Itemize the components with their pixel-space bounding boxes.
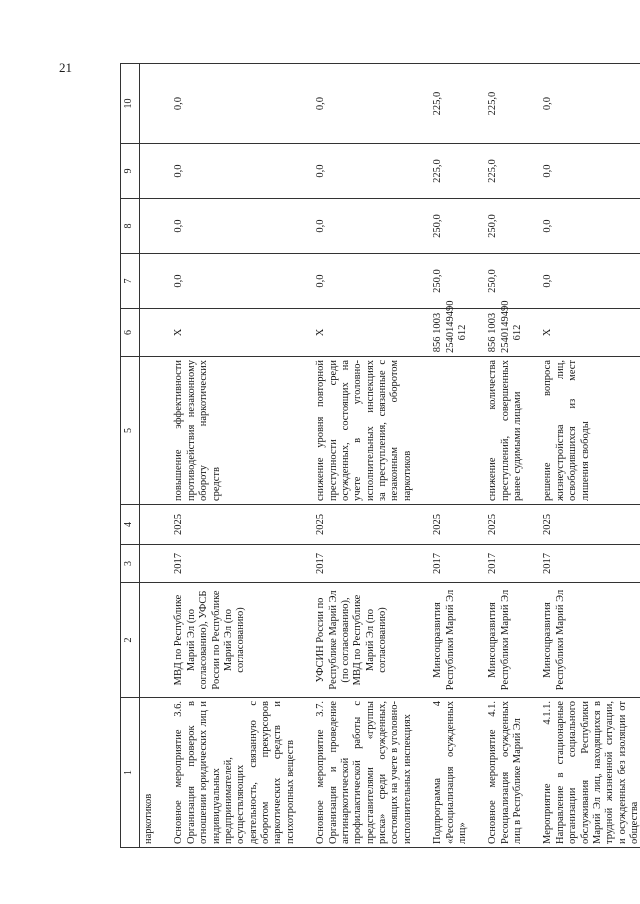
end-year-cell: 2025 xyxy=(530,505,640,545)
column-number: 2 xyxy=(121,583,140,698)
result-cell: снижение уровня повторной преступности среди осужденных, состоящих на учете в уголовно-исполнительных инспекциях за преступления, связанные с незаконным оборотом наркотиков xyxy=(303,357,420,505)
column-number: 5 xyxy=(121,357,140,505)
value-cell: 250,0 xyxy=(475,199,530,254)
start-year-cell: 2017 xyxy=(530,545,640,583)
column-number: 8 xyxy=(121,199,140,254)
result-cell: повышение эффективности противодействия незаконному обороту наркотических средств xyxy=(161,357,303,505)
executor-cell: Минсоцразвития Республики Марий Эл xyxy=(530,583,640,698)
section-header-cell: наркотиков xyxy=(140,698,162,848)
table-row xyxy=(161,64,303,848)
value-cell: 250,0 xyxy=(420,199,475,254)
result-cell: снижение количества преступлений, совершенных ранее судимыми лицами xyxy=(475,357,530,505)
result-cell xyxy=(420,357,475,505)
value-cell: 0,0 xyxy=(530,254,640,309)
budget-code-cell: X xyxy=(303,309,420,357)
budget-code-cell: X xyxy=(530,309,640,357)
rotated-table-container xyxy=(120,64,640,848)
value-cell: 250,0 xyxy=(420,254,475,309)
measure-cell: Подпрограмма 4 «Ресоциализация осужденных лиц» xyxy=(420,698,475,848)
value-cell: 0,0 xyxy=(161,64,303,144)
end-year-cell: 2025 xyxy=(161,505,303,545)
value-cell: 225,0 xyxy=(420,144,475,199)
start-year-cell: 2017 xyxy=(475,545,530,583)
result-cell: решение вопроса жизнеустройства лиц, освободившихся из мест лишения свободы xyxy=(530,357,640,505)
column-number: 3 xyxy=(121,545,140,583)
column-number: 4 xyxy=(121,505,140,545)
measure-cell: Мероприятие 4.1.1. Направление в стационарные организации социального обслуживания Республики Марий Эл лиц, находящихся в трудной жизненной ситуации, и осужденных без изоляции от общества xyxy=(530,698,640,848)
column-number: 9 xyxy=(121,144,140,199)
start-year-cell: 2017 xyxy=(161,545,303,583)
value-cell: 0,0 xyxy=(303,254,420,309)
value-cell: 0,0 xyxy=(303,64,420,144)
value-cell: 0,0 xyxy=(161,144,303,199)
end-year-cell: 2025 xyxy=(420,505,475,545)
table-row xyxy=(530,64,640,848)
value-cell: 0,0 xyxy=(530,144,640,199)
end-year-cell: 2025 xyxy=(475,505,530,545)
budget-code-cell: X xyxy=(161,309,303,357)
value-cell: 225,0 xyxy=(475,64,530,144)
value-cell: 0,0 xyxy=(303,199,420,254)
page-number: 21 xyxy=(59,60,72,75)
measure-cell: Основное мероприятие 3.6. Организация проверок в отношении юридических лиц и индивидуальных предпринимателей, осуществляющих деятельность, связанную с оборотом прекурсоров наркотических средств и психотропных веществ xyxy=(161,698,303,848)
column-number: 1 xyxy=(121,698,140,848)
column-number: 7 xyxy=(121,254,140,309)
value-cell: 225,0 xyxy=(475,144,530,199)
value-cell: 250,0 xyxy=(475,254,530,309)
value-cell: 0,0 xyxy=(530,64,640,144)
executor-cell: УФСИН России по Республике Марий Эл (по согласованию), МВД по Республике Марий Эл (по согласованию) xyxy=(303,583,420,698)
start-year-cell: 2017 xyxy=(420,545,475,583)
table-row xyxy=(303,64,420,848)
continued-section-row xyxy=(140,64,162,848)
value-cell: 0,0 xyxy=(161,199,303,254)
measure-cell: Основное мероприятие 3.7. Организация и проведение антинаркотической профилактической работы с представителями «группы риска» среди осужденных, состоящих на учете в уголовно-исполнительных инспекциях xyxy=(303,698,420,848)
value-cell: 0,0 xyxy=(530,199,640,254)
executor-cell: Минсоцразвития Республики Марий Эл xyxy=(475,583,530,698)
table-row xyxy=(420,64,475,848)
end-year-cell: 2025 xyxy=(303,505,420,545)
measure-cell: Основное мероприятие 4.1. Ресоциализация осужденных лиц в Республике Марий Эл xyxy=(475,698,530,848)
column-number-row xyxy=(121,64,140,848)
executor-cell: МВД по Республике Марий Эл (по согласованию), УФСБ России по Республике Марий Эл (по согласованию) xyxy=(161,583,303,698)
value-cell: 0,0 xyxy=(161,254,303,309)
program-measures-table xyxy=(120,63,640,848)
budget-code-cell: 856 1003 2540149490 612 xyxy=(475,309,530,357)
budget-code-cell: 856 1003 2540149490 612 xyxy=(420,309,475,357)
value-cell: 0,0 xyxy=(303,144,420,199)
table-row xyxy=(475,64,530,848)
column-number: 10 xyxy=(121,64,140,144)
executor-cell: Минсоцразвития Республики Марий Эл xyxy=(420,583,475,698)
start-year-cell: 2017 xyxy=(303,545,420,583)
value-cell: 225,0 xyxy=(420,64,475,144)
column-number: 6 xyxy=(121,309,140,357)
